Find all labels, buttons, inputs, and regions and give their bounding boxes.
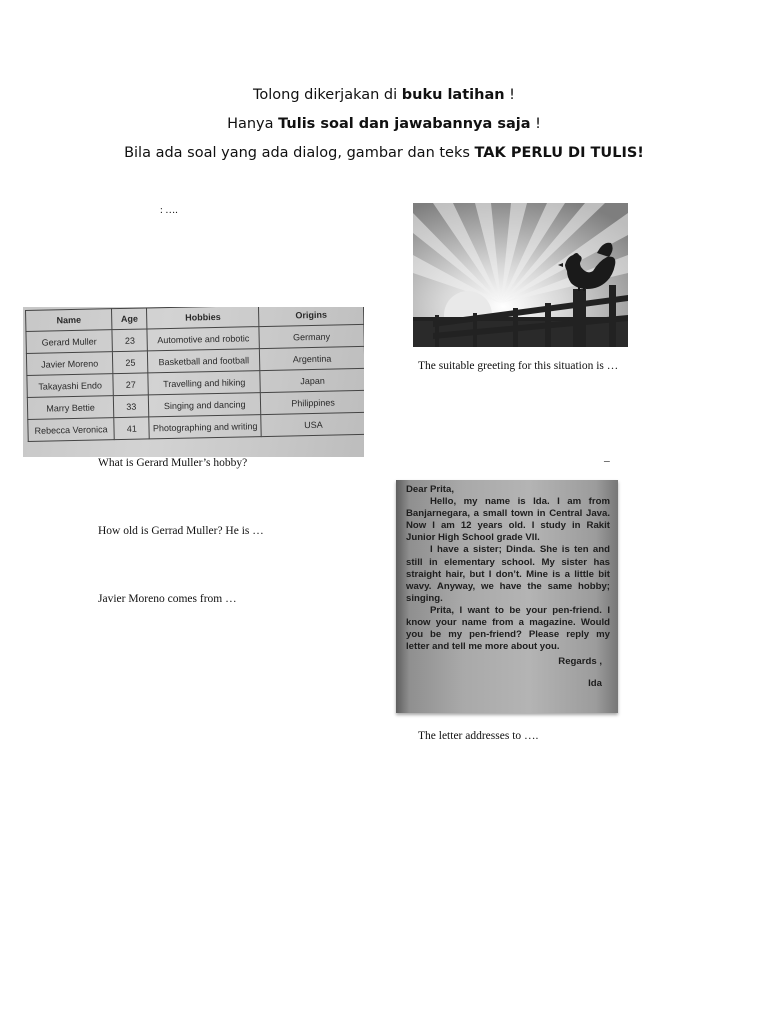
question-hobby: What is Gerard Muller’s hobby? — [98, 457, 248, 469]
table-cell: USA — [261, 412, 364, 436]
instruction-text: Hanya — [227, 116, 279, 132]
table-cell: Marry Bettie — [27, 396, 114, 420]
table-cell: 33 — [113, 395, 149, 418]
instruction-text: ! — [504, 87, 515, 103]
table-cell: Basketball and football — [148, 349, 260, 373]
letter-closing: Regards , — [558, 656, 602, 668]
table-cell: Germany — [259, 324, 364, 348]
table-cell: 23 — [112, 329, 148, 352]
table-cell: 41 — [114, 417, 150, 440]
table-cell: Takayashi Endo — [27, 374, 114, 398]
rooster-sunrise-illustration — [413, 203, 628, 347]
instruction-line-3 — [0, 145, 768, 161]
instruction-bold: TAK PERLU DI TULIS! — [474, 145, 644, 161]
table-header-hobbies: Hobbies — [147, 307, 259, 329]
table-cell: Rebecca Veronica — [28, 418, 115, 442]
letter-salutation: Dear Prita, — [406, 484, 454, 495]
table-cell: Philippines — [260, 390, 364, 414]
dash-mark: – — [604, 455, 610, 467]
table-cell: 25 — [112, 351, 148, 374]
stray-mark: : …. — [160, 205, 178, 216]
letter-text — [406, 484, 610, 691]
table-cell: Automotive and robotic — [147, 327, 259, 351]
table-cell: Argentina — [259, 346, 364, 370]
instruction-line-2 — [0, 116, 768, 132]
table-header-origins: Origins — [258, 307, 363, 327]
person-info-table-photo — [23, 307, 364, 457]
table-cell: Gerard Muller — [26, 330, 113, 354]
table-cell: Japan — [260, 368, 364, 392]
letter-paragraph: I have a sister; Dinda. She is ten and still in elementary school. My sister has straight hair, but I don’t. Mine is a little bit wavy. Anyway, we have the same hobby; singing. — [406, 544, 610, 604]
instruction-bold: Tulis soal dan jawabannya saja — [278, 116, 531, 132]
instruction-text: Tolong dikerjakan di — [253, 87, 402, 103]
table-header-name: Name — [26, 309, 113, 332]
instruction-line-1 — [0, 87, 768, 103]
table-cell: Singing and dancing — [149, 393, 261, 417]
table-cell: Javier Moreno — [26, 352, 113, 376]
question-letter: The letter addresses to …. — [418, 730, 539, 742]
question-greeting: The suitable greeting for this situation is … — [418, 360, 619, 372]
question-origin: Javier Moreno comes from … — [98, 593, 237, 605]
rooster-sunrise-photo — [413, 203, 628, 347]
instruction-text: ! — [530, 116, 541, 132]
person-info-table — [25, 307, 364, 442]
letter-photo — [396, 480, 618, 713]
instruction-text: Bila ada soal yang ada dialog, gambar dan teks — [124, 145, 475, 161]
table-cell: Travelling and hiking — [148, 371, 260, 395]
table-cell: Photographing and writing — [149, 415, 261, 439]
letter-paragraph: Prita, I want to be your pen-friend. I know your name from a magazine. Would you be my pen-friend? Please reply my letter and tell me more about you. — [406, 604, 610, 653]
letter-signature: Ida — [588, 678, 602, 690]
table-cell: 27 — [113, 373, 149, 396]
letter-paragraph: Hello, my name is Ida. I am from Banjarnegara, a small town in Central Java. Now I am 12 years old. I study in Rakit Junior High School grade VII. — [406, 496, 610, 544]
question-age: How old is Gerrad Muller? He is … — [98, 525, 264, 537]
table-header-age: Age — [112, 308, 148, 330]
instruction-bold: buku latihan — [401, 87, 505, 103]
